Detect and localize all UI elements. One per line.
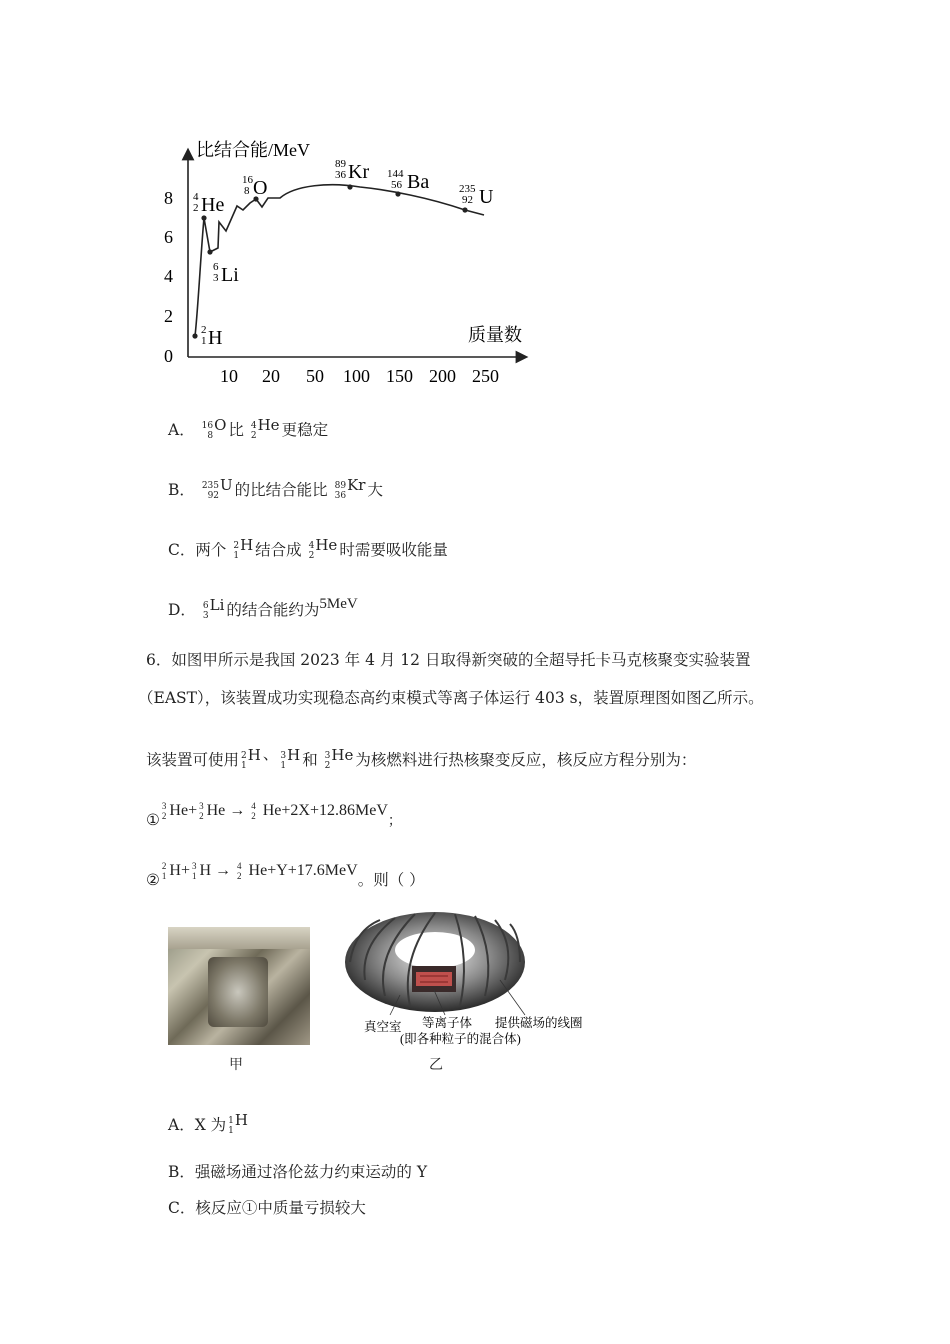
- east-device-photo: [168, 927, 310, 1045]
- svg-text:1: 1: [201, 335, 207, 347]
- figure-label-yi: 乙: [429, 1057, 443, 1073]
- label-vacuum-chamber: 真空室: [364, 1020, 402, 1034]
- q6-option-a[interactable]: A．X 为 1 1 H: [168, 1111, 248, 1136]
- equation-1-body: 3 2 He+ 3 2 He → 4 2 He+2X+12.86MeV: [161, 801, 388, 822]
- q6-option-b[interactable]: B．强磁场通过洛伦兹力约束运动的 Y: [168, 1163, 428, 1181]
- label-o16: [242, 174, 267, 199]
- point-li6: [207, 249, 212, 254]
- label-ba144: [387, 168, 429, 193]
- x-axis-label: 质量数: [468, 325, 522, 345]
- x-tick-10: 10: [220, 366, 238, 386]
- label-magnetic-coil: 提供磁场的线圈: [495, 1016, 583, 1030]
- y-tick-6: 6: [164, 227, 173, 247]
- svg-text:8: 8: [244, 185, 250, 197]
- q5-option-b[interactable]: B． 235 92 U 的比结合能比 89 36 Kr 大: [168, 476, 383, 501]
- svg-text:36: 36: [335, 169, 346, 181]
- svg-text:89: 89: [335, 158, 346, 170]
- x-tick-200: 200: [429, 366, 456, 386]
- label-u235: [459, 183, 494, 208]
- option-letter: A．: [168, 1116, 195, 1134]
- y-tick-8: 8: [164, 188, 173, 208]
- q5-option-c[interactable]: C．两个 2 1 H 结合成 4 2 He 时需要吸收能量: [168, 536, 448, 561]
- tokamak-torus-diagram: [340, 910, 590, 1050]
- option-letter: A．: [168, 421, 195, 439]
- q6-stem-line1: 6．如图甲所示是我国 2023 年 4 月 12 日取得新突破的全超导托卡马克核聚变实验装置: [146, 651, 751, 669]
- svg-text:He: He: [201, 194, 225, 216]
- x-tick-100: 100: [343, 366, 370, 386]
- y-tick-2: 2: [164, 306, 173, 326]
- svg-text:16: 16: [242, 174, 253, 186]
- svg-text:Ba: Ba: [407, 171, 430, 193]
- point-ba144: [395, 191, 400, 196]
- label-kr89: [335, 158, 369, 183]
- label-he4: [193, 191, 224, 216]
- point-u235: [462, 207, 467, 212]
- option-letter: C．: [168, 1199, 196, 1217]
- option-letter: B．: [168, 1163, 195, 1181]
- svg-text:Li: Li: [221, 264, 239, 286]
- nuclide-h1: 1 1 H: [228, 1111, 248, 1136]
- x-tick-50: 50: [306, 366, 324, 386]
- x-tick-250: 250: [472, 366, 499, 386]
- svg-text:3: 3: [213, 272, 219, 284]
- y-axis-label: 比结合能/MeV: [196, 140, 310, 160]
- point-he4: [201, 215, 206, 220]
- option-letter: D．: [168, 601, 196, 619]
- svg-text:Kr: Kr: [348, 161, 370, 183]
- nuclide-li6: 6 3 Li: [202, 596, 225, 621]
- svg-text:U: U: [479, 186, 494, 208]
- svg-text:2: 2: [201, 324, 207, 336]
- y-tick-4: 4: [164, 266, 173, 286]
- q5-option-d[interactable]: D． 6 3 Li 的结合能约为5MeV: [168, 596, 358, 621]
- nuclide-h2: 2 1 H: [233, 536, 254, 561]
- binding-energy-curve: [195, 185, 484, 336]
- x-tick-20: 20: [262, 366, 280, 386]
- q5-option-a[interactable]: A． 16 8 O 比 4 2 He 更稳定: [168, 416, 329, 441]
- nuclide-he4: 4 2 He: [308, 536, 338, 561]
- point-kr89: [347, 184, 352, 189]
- option-letter: B．: [168, 481, 195, 499]
- equation-2-body: 2 1 H+ 3 1 H → 4 2 He+Y+17.6MeV: [161, 861, 358, 882]
- svg-text:O: O: [253, 177, 268, 199]
- point-h2: [192, 333, 197, 338]
- y-tick-0: 0: [164, 346, 173, 366]
- svg-text:4: 4: [193, 191, 199, 203]
- svg-text:6: 6: [213, 261, 219, 273]
- label-plasma: 等离子体: [422, 1016, 473, 1030]
- nuclide-kr89: 89 36 Kr: [334, 476, 366, 501]
- svg-text:H: H: [208, 327, 223, 349]
- label-h2: [201, 324, 222, 349]
- nuclide-he3: 3 2 He: [324, 746, 354, 771]
- q6-stem-line2: （EAST），该装置成功实现稳态高约束模式等离子体运行 403 s，装置原理图如图乙所示。: [138, 689, 764, 707]
- nuclide-h2: 2 1 H: [241, 746, 261, 771]
- svg-text:2: 2: [193, 202, 199, 214]
- svg-text:56: 56: [391, 179, 402, 191]
- svg-text:92: 92: [462, 194, 473, 206]
- nuclide-u235: 235 92 U: [201, 476, 233, 501]
- svg-text:144: 144: [387, 168, 404, 180]
- x-tick-150: 150: [386, 366, 413, 386]
- q6-equation-2: ② 2 1 H+ 3 1 H → 4 2 He+Y+17.6MeV。则（ ）: [146, 861, 425, 889]
- nuclide-o16: 16 8 O: [201, 416, 227, 441]
- q6-option-c[interactable]: C．核反应①中质量亏损较大: [168, 1199, 366, 1217]
- figure-label-jia: 甲: [229, 1057, 243, 1073]
- nuclide-h3: 3 1 H: [280, 746, 301, 771]
- q6-equation-1: ① 3 2 He+ 3 2 He → 4 2 He+2X+12.86MeV；: [146, 801, 402, 829]
- label-li6: [213, 261, 239, 286]
- nuclide-he4: 4 2 He: [250, 416, 280, 441]
- svg-text:235: 235: [459, 183, 476, 195]
- binding-energy-chart: [150, 130, 530, 390]
- label-plasma-note: (即各种粒子的混合体): [400, 1032, 521, 1046]
- q6-stem-line3: 该装置可使用 2 1 H 、 3 1 H 和 3 2 He 为核燃料进行热核聚变反应，核反应方程分别为：: [146, 745, 697, 771]
- option-letter: C．: [168, 541, 196, 559]
